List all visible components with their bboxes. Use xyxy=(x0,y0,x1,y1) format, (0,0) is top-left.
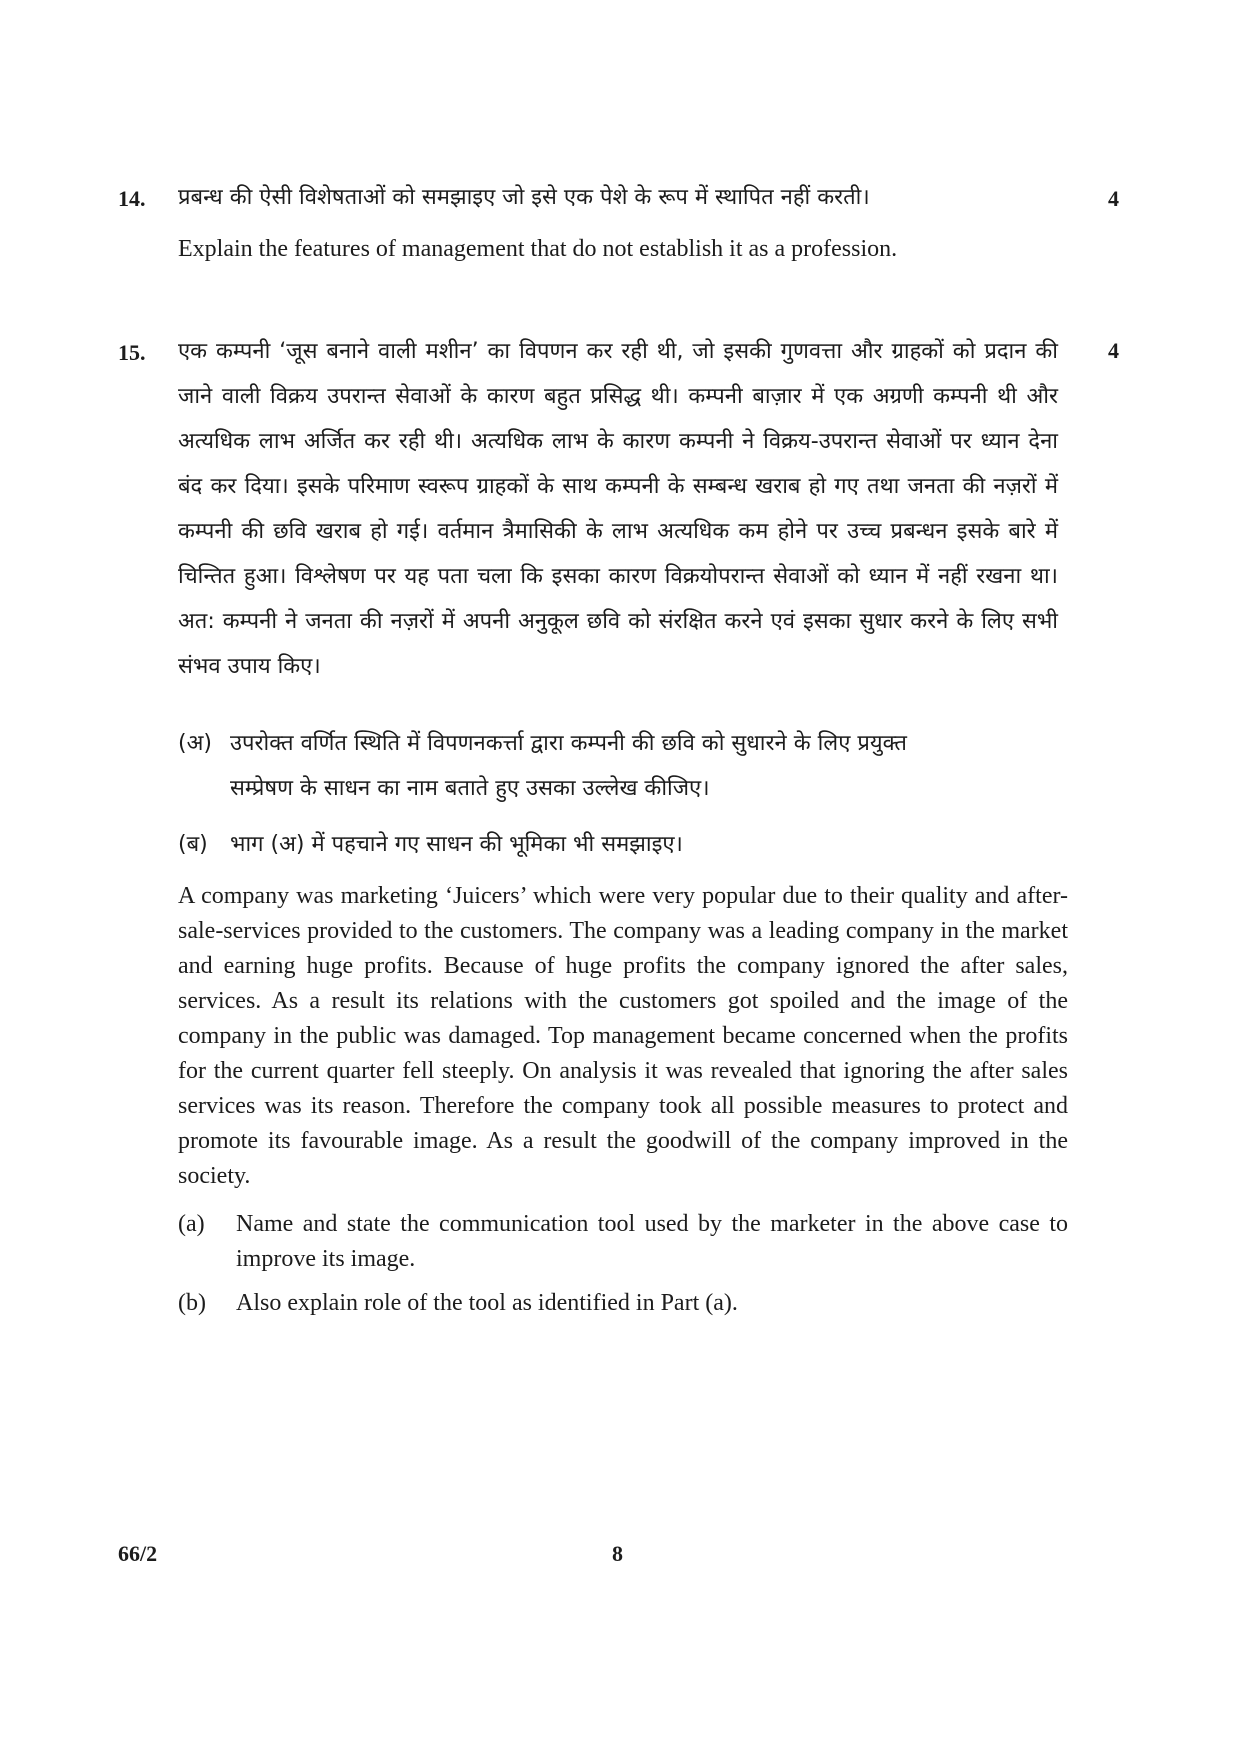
q15-hindi-part-b-label: (ब) xyxy=(178,832,208,857)
q15-english-part-a xyxy=(178,1207,1068,1277)
q15-english-part-b-label: (b) xyxy=(178,1290,206,1316)
q15-hindi-part-a xyxy=(178,721,1068,811)
q15-english-part-b xyxy=(178,1286,1068,1321)
q15-hindi-part-a-label: (अ) xyxy=(178,731,212,756)
q14-english-text: Explain the features of management that do not establish it as a profession. xyxy=(178,236,898,262)
q14-hindi-text: प्रबन्ध की ऐसी विशेषताओं को समझाइए जो इसे एक पेशे के रूप में स्थापित नहीं करती। xyxy=(178,185,870,210)
q15-hindi-part-b xyxy=(178,822,1068,867)
q15-hindi-part-b-text: भाग (अ) में पहचाने गए साधन की भूमिका भी समझाइए। xyxy=(230,832,683,857)
q14-marks: 4 xyxy=(1108,186,1119,211)
q15-english-paragraph: A company was marketing ‘Juicers’ which were very popular due to their quality and after-sale-services provided to the customers. The company was a leading company in the market and earning huge profits. Because of huge profits the company ignored the after sales, services. As a result its relations with the customers got spoiled and the image of the company in the public was damaged. Top management became concerned when the profits for the current quarter fell steeply. On analysis it was revealed that ignoring the after sales services was its reason. Therefore the company took all possible measures to protect and promote its favourable image. As a result the goodwill of the company improved in the society. xyxy=(178,883,1068,1189)
page-number: 8 xyxy=(612,1541,623,1566)
q15-english-part-b-text: Also explain role of the tool as identified in Part (a). xyxy=(236,1290,738,1316)
q15-hindi-part-a-line2: सम्प्रेषण के साधन का नाम बताते हुए उसका उल्लेख कीजिए। xyxy=(230,776,710,801)
q15-hindi-paragraph: एक कम्पनी ‘जूस बनाने वाली मशीन’ का विपणन कर रही थी, जो इसकी गुणवत्ता और ग्राहकों को प्रदान की जाने वाली विक्रय उपरान्त सेवाओं के कारण बहुत प्रसिद्ध थी। कम्पनी बाज़ार में एक अग्रणी कम्पनी थी और अत्यधिक लाभ अर्जित कर रही थी। अत्यधिक लाभ के कारण कम्पनी ने विक्रय-उपरान्त सेवाओं पर ध्यान देना बंद कर दिया। इसके परिमाण स्वरूप ग्राहकों के साथ कम्पनी के सम्बन्ध खराब हो गए तथा जनता की नज़रों में कम्पनी की छवि खराब हो गई। वर्तमान त्रैमासिकी के लाभ अत्यधिक कम होने पर उच्च प्रबन्धन इसके बारे में चिन्तित हुआ। विश्लेषण पर यह पता चला कि इसका कारण विक्रयोपरान्त सेवाओं को ध्यान में नहीं रखना था। अत: कम्पनी ने जनता की नज़रों में अपनी अनुकूल छवि को संरक्षित करने एवं इसका सुधार करने के लिए सभी संभव उपाय किए। xyxy=(178,339,1058,679)
q15-english-part-a-label: (a) xyxy=(178,1211,205,1237)
q14-number: 14. xyxy=(118,186,146,211)
q15-hindi-part-a-line1: उपरोक्त वर्णित स्थिति में विपणनकर्त्ता द्वारा कम्पनी की छवि को सुधारने के लिए प्रयुक्त xyxy=(230,731,907,756)
q15-marks: 4 xyxy=(1108,338,1119,363)
q15-english-part-a-text: Name and state the communication tool used by the marketer in the above case to improve its image. xyxy=(236,1211,1068,1272)
q15-number: 15. xyxy=(118,340,146,365)
paper-code: 66/2 xyxy=(118,1541,158,1566)
